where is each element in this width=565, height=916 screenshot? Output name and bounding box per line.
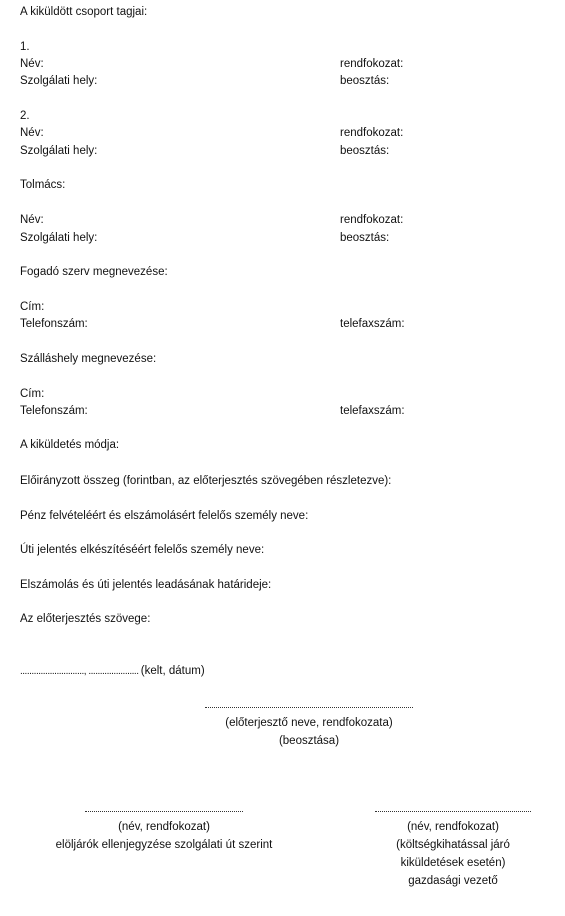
date-line	[20, 664, 205, 679]
finance-person-label: Pénz felvételéért és elszámolásért felelős személy neve:	[20, 510, 309, 522]
proposer-position: (beosztása)	[278, 735, 340, 747]
budget-label: Előirányzott összeg (forintban, az előterjesztés szövegében részletezve):	[20, 475, 392, 487]
member-1-rank-label: rendfokozat:	[340, 58, 404, 70]
lodging-title: Szálláshely megnevezése:	[20, 353, 157, 365]
right-signature-line	[375, 811, 531, 812]
member-1-service-label: Szolgálati hely:	[20, 75, 98, 87]
right-description-2: kiküldetések esetén)	[400, 857, 506, 869]
lodging-phone-label: Telefonszám:	[20, 405, 88, 417]
right-name-rank: (név, rendfokozat)	[407, 821, 499, 833]
proposal-text-label: Az előterjesztés szövege:	[20, 613, 151, 625]
member-1-name-label: Név:	[20, 58, 44, 70]
report-person-label: Úti jelentés elkészítéséért felelős személy neve:	[20, 544, 265, 556]
interpreter-name-label: Név:	[20, 214, 44, 226]
date-label: (kelt, dátum)	[140, 665, 205, 677]
left-signature-line	[85, 811, 243, 812]
lodging-fax-label: telefaxszám:	[340, 405, 405, 417]
lodging-address-label: Cím:	[20, 388, 45, 400]
member-2-position-label: beosztás:	[340, 145, 390, 157]
member-2-name-label: Név:	[20, 127, 44, 139]
deadline-label: Elszámolás és úti jelentés leadásának határideje:	[20, 579, 272, 591]
host-phone-label: Telefonszám:	[20, 318, 88, 330]
member-1-position-label: beosztás:	[340, 75, 390, 87]
proposer-name-rank: (előterjesztő neve, rendfokozata)	[225, 717, 393, 729]
group-members-title: A kiküldött csoport tagjai:	[20, 6, 148, 18]
proposer-signature-line	[205, 707, 413, 708]
host-title: Fogadó szerv megnevezése:	[20, 266, 168, 278]
member-2-number: 2.	[20, 110, 30, 122]
interpreter-title: Tolmács:	[20, 179, 66, 191]
right-description-1: (költségkihatással járó	[396, 839, 510, 851]
member-2-service-label: Szolgálati hely:	[20, 145, 98, 157]
mode-label: A kiküldetés módja:	[20, 439, 120, 451]
date-dots: ......................	[88, 666, 139, 677]
left-name-rank: (név, rendfokozat)	[118, 821, 210, 833]
member-1-number: 1.	[20, 41, 30, 53]
host-fax-label: telefaxszám:	[340, 318, 405, 330]
member-2-rank-label: rendfokozat:	[340, 127, 404, 139]
date-separator: ,	[83, 666, 89, 677]
left-description: elöljárók ellenjegyzése szolgálati út szerint	[55, 839, 273, 851]
interpreter-rank-label: rendfokozat:	[340, 214, 404, 226]
host-address-label: Cím:	[20, 301, 45, 313]
interpreter-position-label: beosztás:	[340, 232, 390, 244]
place-dots: ............................	[20, 666, 84, 677]
right-description-3: gazdasági vezető	[408, 875, 498, 887]
interpreter-service-label: Szolgálati hely:	[20, 232, 98, 244]
